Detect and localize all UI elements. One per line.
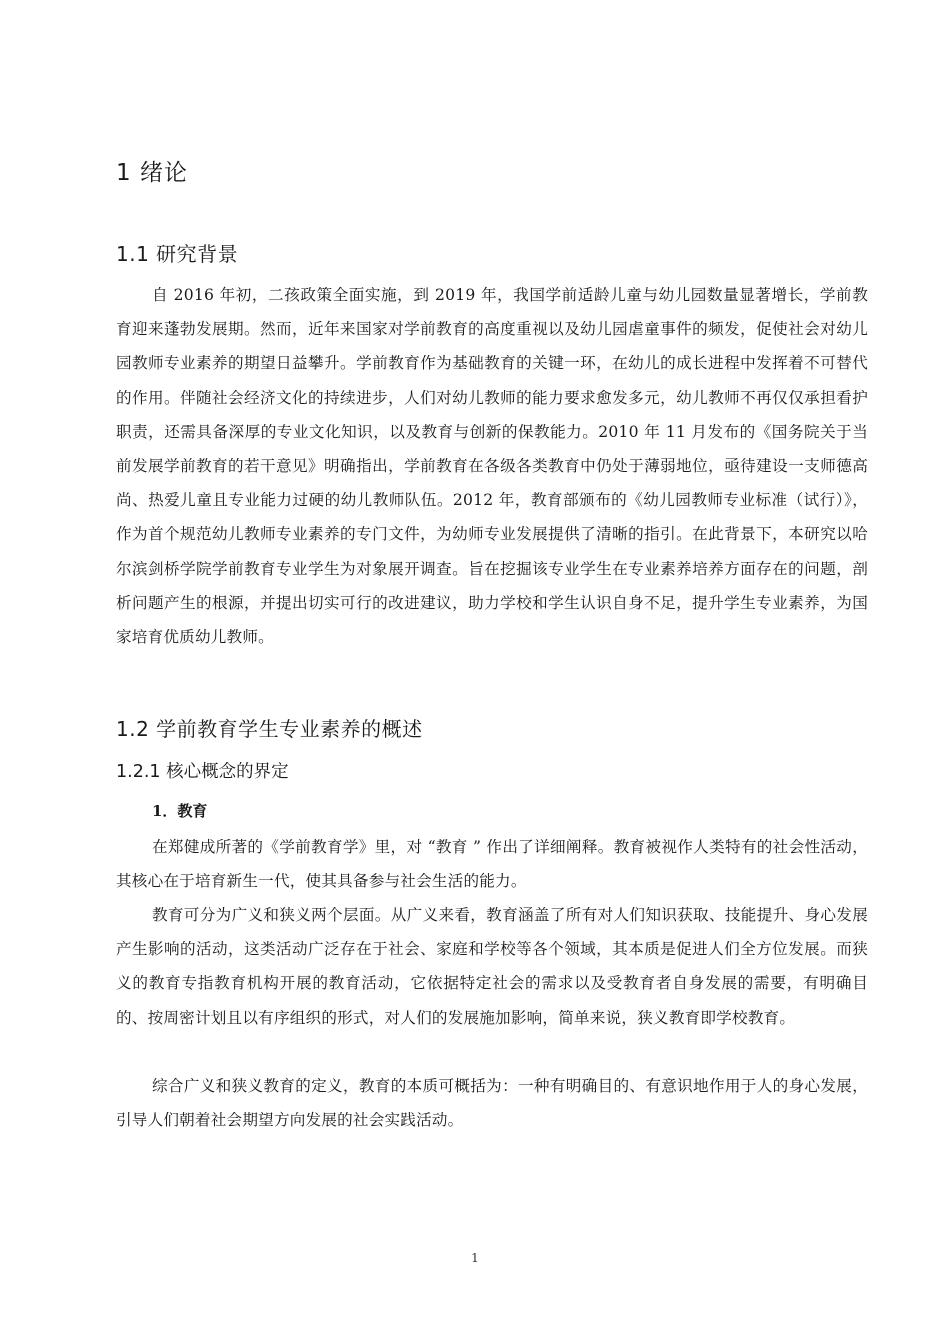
background-paragraph: 自 2016 年初，二孩政策全面实施，到 2019 年，我国学前适龄儿童与幼儿园数量显著增长，学前教育迎来蓬勃发展期。然而，近年来国家对学前教育的高度重视以及幼儿园虐童事件的频发，促使社会对幼儿园教师专业素养的期望日益攀升。学前教育作为基础教育的关键一环，在幼儿的成长进程中发挥着不可替代的作用。伴随社会经济文化的持续进步，人们对幼儿教师的能力要求愈发多元，幼儿教师不再仅仅承担看护职责，还需具备深厚的专业文化知识，以及教育与创新的保教能力。2010 年 11 月发布的《国务院关于当前发展学前教育的若干意见》明确指出，学前教育在各级各类教育中仍处于薄弱地位，亟待建设一支师德高尚、热爱儿童且专业能力过硬的幼儿教师队伍。2012 年，教育部颁布的《幼儿园教师专业标准（试行）》，作为首个规范幼儿教师专业素养的专门文件，为幼师专业发展提供了清晰的指引。在此背景下，本研究以哈尔滨剑桥学院学前教育专业学生为对象展开调查。旨在挖掘该专业学生在专业素养培养方面存在的问题，剖析问题产生的根源，并提出切实可行的改进建议，助力学校和学生认识自身不足，提升学生专业素养，为国家培育优质幼儿教师。 — [116, 286, 868, 647]
item-title-education: 1．教育 — [152, 802, 208, 820]
section-title-1-2: 1.2 学前教育学生专业素养的概述 — [116, 717, 423, 741]
subsection-title-1-2-1: 1.2.1 核心概念的界定 — [116, 762, 289, 782]
education-paragraph-3: 综合广义和狭义教育的定义，教育的本质可概括为：一种有明确目的、有意识地作用于人的身心发展，引导人们朝着社会期望方向发展的社会实践活动。 — [116, 1077, 868, 1130]
education-paragraph-2: 教育可分为广义和狭义两个层面。从广义来看，教育涵盖了所有对人们知识获取、技能提升、身心发展产生影响的活动，这类活动广泛存在于社会、家庭和学校等各个领域，其本质是促进人们全方位发展。而狭义的教育专指教育机构开展的教育活动，它依据特定社会的需求以及受教育者自身发展的需要，有明确目的、按周密计划且以有序组织的形式，对人们的发展施加影响，简单来说，狭义教育即学校教育。 — [116, 906, 868, 1027]
page-number: 1 — [471, 1251, 479, 1265]
chapter-title: 1 绪论 — [116, 160, 188, 186]
section-title-1-1: 1.1 研究背景 — [116, 242, 239, 266]
education-paragraph-1: 在郑健成所著的《学前教育学》里，对 “教育 ” 作出了详细阐释。教育被视作人类特有的社会性活动，其核心在于培育新生一代，使其具备参与社会生活的能力。 — [116, 838, 868, 891]
